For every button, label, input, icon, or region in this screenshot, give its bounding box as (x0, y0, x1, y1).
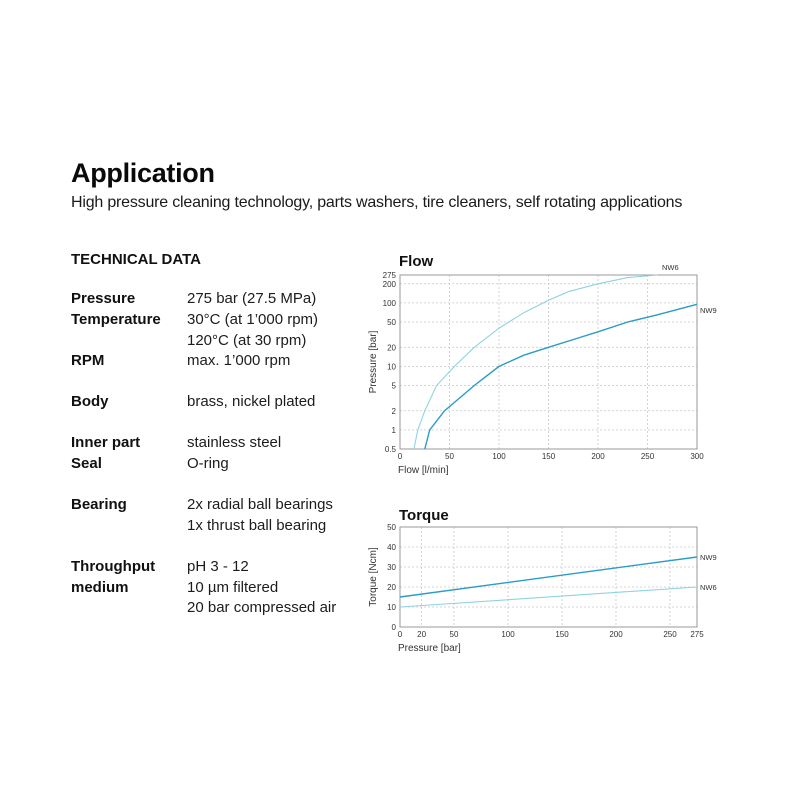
x-tick-label: 250 (640, 452, 655, 461)
x-axis-label: Flow [l/min] (398, 465, 449, 476)
spec-label: Bearing (71, 496, 127, 513)
flow-chart-svg (366, 246, 746, 486)
spec-value: 1x thrust ball bearing (187, 516, 327, 534)
y-tick-label: 200 (382, 279, 396, 289)
spec-value: max. 1’000 rpm (187, 352, 291, 369)
x-axis-label: Pressure [bar] (398, 643, 461, 654)
spec-values (187, 289, 316, 310)
spec-label: RPM (71, 352, 105, 369)
x-tick-label: 100 (501, 630, 515, 639)
series-label: NW9 (700, 306, 717, 315)
y-tick-label: 20 (387, 583, 396, 592)
x-tick-label: 150 (541, 452, 556, 461)
flow-chart (366, 246, 746, 491)
x-tick-label: 150 (555, 630, 569, 639)
y-tick-label: 10 (387, 362, 396, 372)
y-tick-label: 50 (387, 523, 396, 532)
spec-values (187, 392, 315, 413)
series-line-nw6 (414, 275, 658, 449)
y-axis-label: Pressure [bar] (368, 330, 379, 394)
chart-title: Torque (399, 507, 449, 524)
spec-label: Temperature (71, 311, 161, 328)
y-axis-label: Torque [Ncm] (368, 547, 379, 607)
y-tick-label: 30 (387, 563, 396, 572)
spec-values (187, 454, 229, 475)
spec-values (187, 310, 318, 351)
x-tick-label: 275 (690, 630, 704, 639)
torque-chart (366, 500, 746, 670)
y-tick-label: 50 (387, 318, 396, 328)
application-description: High pressure cleaning technology, parts washers, tire cleaners, self rotating applications (71, 194, 683, 211)
spec-value: stainless steel (187, 434, 282, 451)
y-tick-label: 100 (382, 298, 396, 308)
plot-frame (400, 275, 697, 449)
spec-value: pH 3 - 12 (187, 558, 249, 575)
spec-value: 275 bar (27.5 MPa) (187, 290, 317, 307)
spec-value: brass, nickel plated (187, 393, 316, 410)
application-title: Application (71, 158, 215, 188)
x-tick-label: 0 (397, 452, 403, 461)
spec-values (187, 557, 336, 619)
y-tick-label: 0 (391, 623, 396, 632)
y-tick-label: 275 (382, 271, 396, 280)
y-tick-label: 20 (387, 343, 396, 353)
technical-data-heading: TECHNICAL DATA (71, 251, 201, 268)
y-tick-label: 10 (387, 603, 396, 612)
spec-value: O-ring (187, 455, 229, 472)
y-tick-label: 2 (391, 406, 396, 416)
x-tick-label: 300 (690, 452, 704, 461)
series-label: NW9 (700, 553, 717, 562)
spec-label: Throughput medium (71, 558, 156, 596)
spec-label: Pressure (71, 290, 136, 307)
series-line-nw9 (400, 557, 697, 597)
y-tick-label: 0.5 (384, 445, 396, 454)
x-tick-label: 50 (445, 452, 454, 461)
spec-value: 10 µm filtered (187, 578, 279, 596)
spec-label: Inner part (71, 434, 141, 451)
series-label: NW6 (700, 583, 717, 592)
series-line-nw6 (400, 587, 697, 607)
x-tick-label: 200 (591, 452, 605, 461)
x-tick-label: 0 (397, 630, 403, 639)
spec-value: 2x radial ball bearings (187, 496, 333, 513)
series-label: NW6 (662, 263, 679, 272)
chart-title: Flow (399, 253, 434, 270)
x-tick-label: 50 (449, 630, 459, 639)
spec-value: 120°C (at 30 rpm) (187, 331, 307, 349)
series-line-nw9 (425, 304, 697, 449)
x-tick-label: 100 (492, 452, 506, 461)
torque-chart-svg (366, 500, 746, 665)
x-tick-label: 200 (609, 630, 623, 639)
y-tick-label: 1 (391, 425, 396, 435)
y-tick-label: 40 (387, 543, 396, 552)
spec-values (187, 495, 333, 536)
spec-value: 30°C (at 1’000 rpm) (187, 311, 319, 328)
x-tick-label: 250 (663, 630, 677, 639)
y-tick-label: 5 (391, 381, 396, 391)
spec-label: Seal (71, 455, 102, 472)
spec-value: 20 bar compressed air (187, 599, 337, 616)
spec-values (187, 433, 281, 454)
spec-label: Body (71, 393, 109, 410)
spec-values (187, 351, 290, 372)
x-tick-label: 20 (417, 630, 427, 639)
